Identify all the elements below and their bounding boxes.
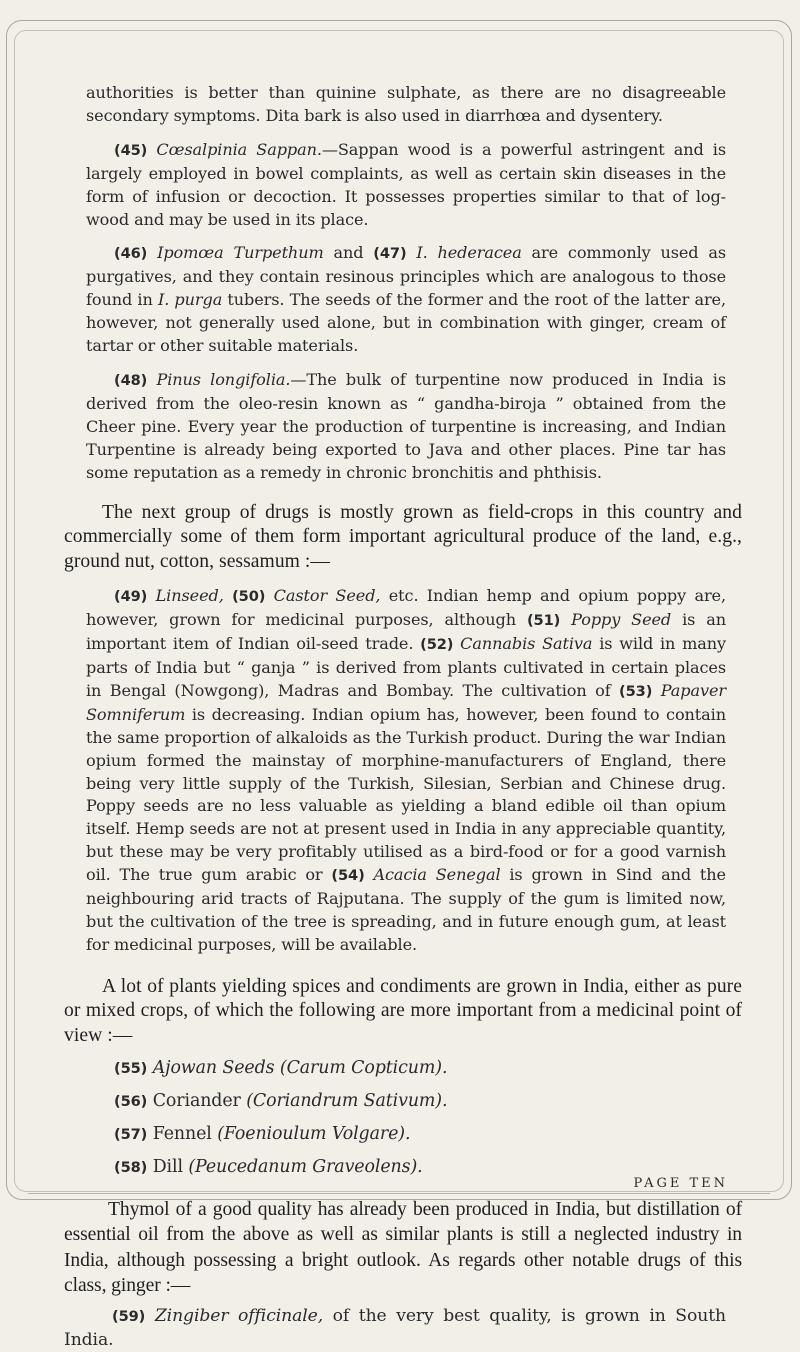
paragraph-59: (59) Zingiber officinale, of the very best quality, is grown in South India.	[64, 1305, 726, 1350]
paragraph-dita: authorities is better than quinine sulphate, as there are no disagreeable secondary symptoms. Dita bark is also used in diarrhœa and dysentery.	[86, 83, 726, 125]
paragraph-thymol: Thymol of a good quality has already been produced in India, but distillation of essential oil from the above as well as similar plants is still a neglected industry in India, although possessing a bright outlook. As regards other notable drugs of this class, ginger :—	[64, 1198, 742, 1297]
list-item: (55) Ajowan Seeds (Carum Copticum).	[114, 1057, 448, 1078]
paragraph-45: (45) Cœsalpinia Sappan.—Sappan wood is a powerful astringent and is largely employed in bowel complaints, as well as certain skin diseases in the form of infusion or decoction. It possesses properties similar to that of log-wood and may be used in its place.	[86, 139, 726, 229]
page-number: PAGE TEN	[633, 1176, 728, 1191]
list-item: (56) Coriander (Coriandrum Sativum).	[114, 1090, 448, 1111]
paragraph-48: (48) Pinus longifolia.—The bulk of turpentine now produced in India is derived from the oleo-resin known as “ gandha-biroja ” obtained from the Cheer pine. Every year the production of turpentine is increasing, and Indian Turpentine is already being exported to Java and other places. Pine tar has some reputation as a remedy in chronic bronchitis and phthisis.	[86, 369, 726, 482]
lead-spices: A lot of plants yielding spices and condiments are grown in India, either as pure or mixed crops, of which the following are more important from a medicinal point of view :—	[64, 975, 742, 1046]
footer-rule	[28, 1193, 770, 1194]
spice-list	[86, 1057, 726, 1179]
paragraph-46-47: (46) Ipomœa Turpethum and (47) I. hederacea are commonly used as purgatives, and they contain resinous principles which are analogous to those found in I. purga tubers. The seeds of the former and the root of the latter are, however, not generally used alone, but in combination with ginger, cream of tartar or other suitable materials.	[86, 243, 726, 356]
lead-field-crops: The next group of drugs is mostly grown as field-crops in this country and commercially some of them form important agricultural produce of the land, e.g., ground nut, cotton, sessamum :—	[64, 501, 742, 572]
page-body	[64, 82, 742, 1352]
list-item: (58) Dill (Peucedanum Graveolens).	[114, 1156, 423, 1177]
list-item: (57) Fennel (Foenioulum Volgare).	[114, 1123, 411, 1144]
paragraph-49-54: (49) Linseed, (50) Castor Seed, etc. Indian hemp and opium poppy are, however, grown for medicinal purposes, although (51) Poppy Seed is an important item of Indian oil-seed trade. (52) Cannabis Sativa is wild in many parts of India but “ ganja ” is derived from plants cultivated in certain places in Bengal (Nowgong), Madras and Bombay. The cultivation of (53) Papaver Somniferum is decreasing. Indian opium has, however, been found to contain the same proportion of alkaloids as the Turkish product. During the war Indian opium formed the mainstay of morphine-manufacturers of England, there being very little supply of the Turkish, Silesian, Serbian and Chinese drug. Poppy seeds are no less valuable as yielding a bland edible oil than opium itself. Hemp seeds are not at present used in India in any appreciable quantity, but these may be very profitably utilised as a bird-food or for a good varnish oil. The true gum arabic or (54) Acacia Senegal is grown in Sind and the neighbouring arid tracts of Rajputana. The supply of the gum is limited now, but the cultivation of the tree is spreading, and in future enough gum, at least for medicinal purposes, will be available.	[86, 586, 726, 954]
